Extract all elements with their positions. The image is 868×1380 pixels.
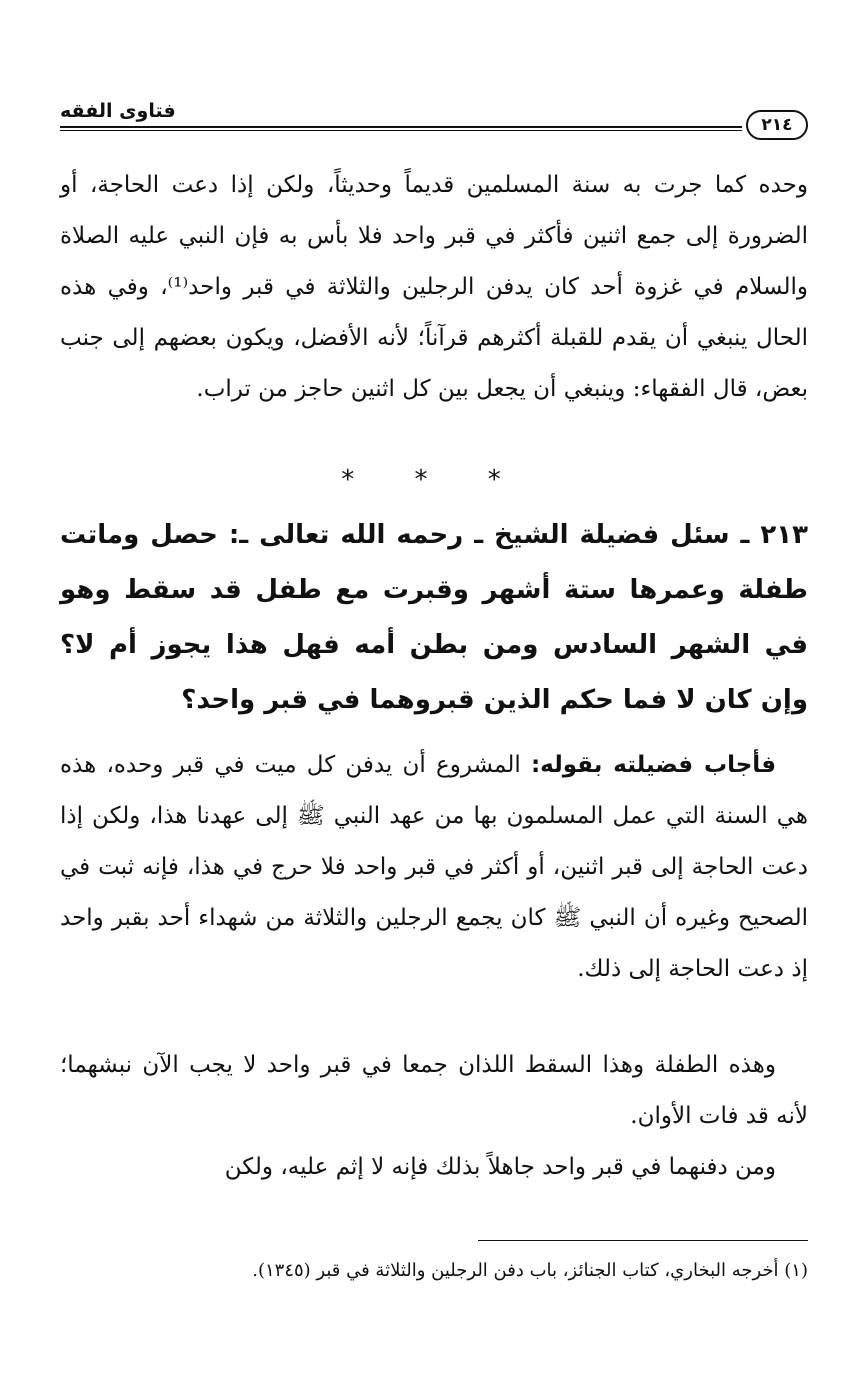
paragraph-ignorance: ومن دفنهما في قبر واحد جاهلاً بذلك فإنه لا إثم عليه، ولكن bbox=[224, 1154, 776, 1180]
page-header bbox=[60, 96, 808, 146]
answer-lead: فأجاب فضيلته بقوله: bbox=[530, 752, 777, 778]
paragraph-exhumation: وهذه الطفلة وهذا السقط اللذان جمعا في قبر واحد لا يجب الآن نبشهما؛ لأنه قد فات الأوان. bbox=[60, 1052, 808, 1129]
question-heading: ٢١٣ ـ سئل فضيلة الشيخ ـ رحمه الله تعالى ـ: حصل وماتت طفلة وعمرها ستة أشهر وقبرت مع طفل قد سقط وهو في الشهر السادس ومن بطن أمه فهل هذا يجوز أم لا؟ وإن كان لا فما حكم الذين قبروهما في قبر واحد؟ bbox=[60, 520, 808, 715]
paragraph-continuation: وحده كما جرت به سنة المسلمين قديماً وحديثاً، ولكن إذا دعت الحاجة، أو الضرورة إلى جمع اثنين فأكثر في قبر واحد فلا بأس به فإن النبي عليه الصلاة والسلام في غزوة أحد كان يدفن الرجلين والثلاثة في قبر واحد⁽¹⁾، وفي هذه الحال ينبغي أن يقدم للقبلة أكثرهم قرآناً؛ لأنه الأفضل، ويكون بعضهم إلى جنب بعض، قال الفقهاء: وينبغي أن يجعل بين كل اثنين حاجز من تراب. bbox=[60, 172, 808, 402]
header-rule bbox=[60, 126, 742, 128]
section-separator: * * * bbox=[341, 465, 527, 495]
footnote-rule bbox=[478, 1240, 808, 1241]
answer-text: المشروع أن يدفن كل ميت في قبر وحده، هذه هي السنة التي عمل المسلمون بها من عهد النبي ﷺ إلى عهدنا هذا، ولكن إذا دعت الحاجة إلى قبر اثنين، أو أكثر في قبر واحد فلا حرج في هذا، فإنه ثبت في الصحيح وغيره أن النبي ﷺ كان يجمع الرجلين والثلاثة من شهداء أحد بقبر واحد إذ دعت الحاجة إلى ذلك. bbox=[60, 752, 808, 982]
running-title: فتاوى الفقه bbox=[60, 100, 176, 122]
page-number: ٢١٤ bbox=[746, 110, 808, 140]
footnote: (١) أخرجه البخاري، كتاب الجنائز، باب دفن الرجلين والثلاثة في قبر (١٣٤٥). bbox=[252, 1260, 808, 1281]
answer-paragraph bbox=[60, 740, 808, 995]
header-rule-thin bbox=[60, 130, 742, 131]
